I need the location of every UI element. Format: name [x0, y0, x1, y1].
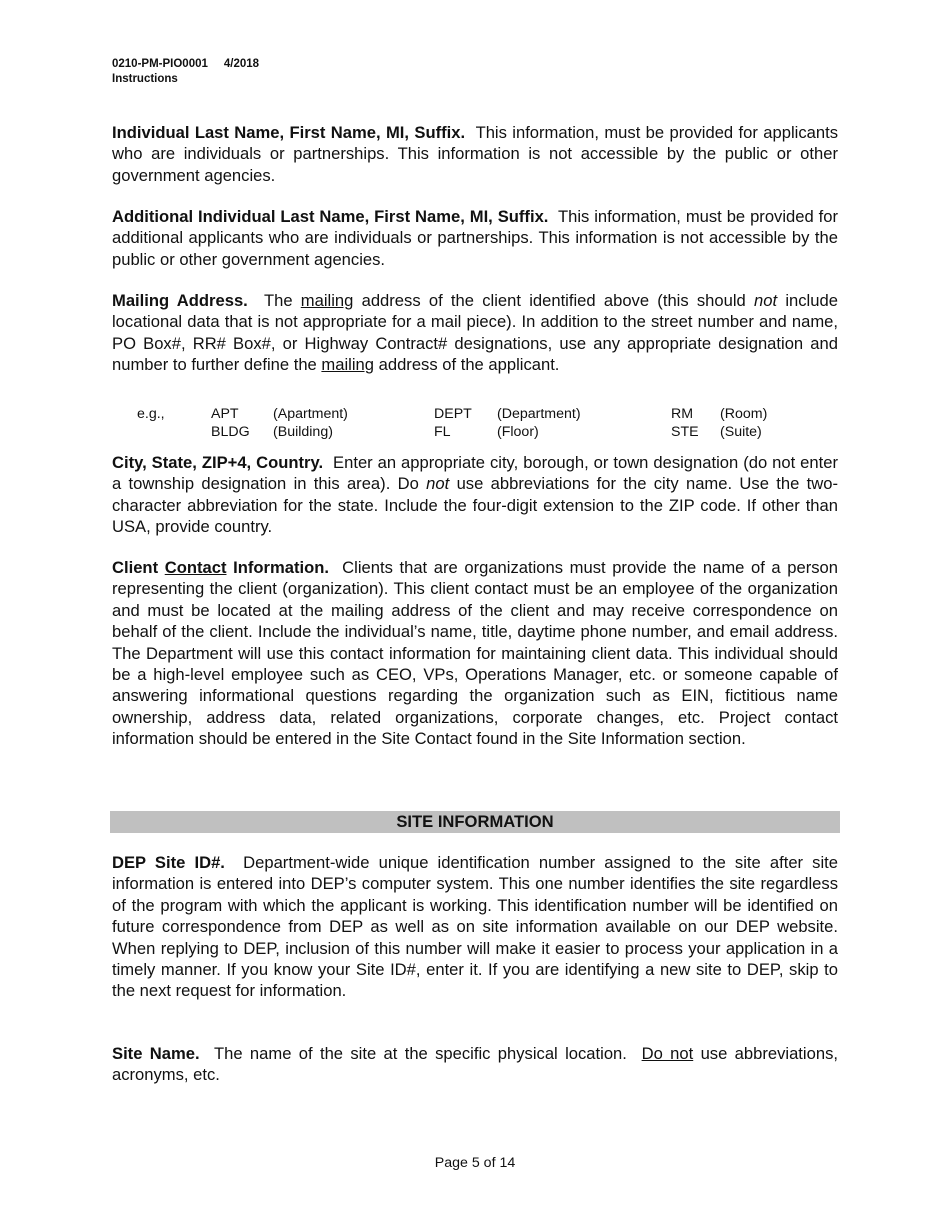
example-abbr: BLDG: [211, 424, 250, 440]
term-label: Site Name.: [112, 1044, 200, 1063]
paragraph-city-state-zip: [112, 452, 838, 538]
paragraph-text: address of the applicant.: [378, 355, 560, 375]
term-label: Individual Last Name, First Name, MI, Suffix.: [112, 123, 466, 142]
paragraph-text: use abbreviations, acronyms, etc.: [112, 1044, 838, 1085]
term-label: City, State, ZIP+4, Country.: [112, 453, 324, 472]
example-desc: (Floor): [497, 424, 539, 440]
paragraph-text: address of the client identified above (this should: [361, 291, 746, 310]
paragraph-text: Clients that are organizations must provide the name of a person representing the client (organization). This client contact must be an employee of the organization and must be located at the mailing address of the client and may receive correspondence on behalf of the client. Include the individual’s name, title, daytime phone number, and email address. The Department will use this contact information for maintaining client data. This individual should be a high-level employee such as CEO, VPs, Operations Manager, etc. or someone capable of answering informational questions regarding the organization such as EIN, fictitious name ownership, address data, related organizations, corporate changes, etc. Project contact information should be entered in the Site Contact found in the Site Information section.: [112, 558, 838, 749]
emphasis-word: not: [754, 291, 778, 310]
paragraph-additional-name: [112, 206, 838, 270]
paragraph-text: Enter an appropriate city, borough, or town designation (do not enter a township designation in this area). Do: [112, 453, 838, 494]
paragraph-text: Department-wide unique identification number assigned to the site after site information is entered into DEP’s computer system. This one number identifies the site regardless of the program with which the applicant is working. This identification number will be identified on future correspondence from DEP as well as on site information available on our DEP website. When replying to DEP, inclusion of this number will make it easier to process your application in a timely manner. If you know your Site ID#, enter it. If you are identifying a new site to DEP, skip to the next request for information.: [112, 853, 838, 1001]
address-abbreviation-examples: [112, 405, 838, 445]
paragraph-text: This information, must be provided for additional applicants who are individuals or partnerships. This information is not accessible by the public or other government agencies.: [112, 207, 839, 269]
paragraph-text: include locational data that is not appropriate for a mail piece). In addition to the street number and name, PO Box#, RR# Box#, or Highway Contract# designations, use any appropriate designation and number to further define the: [112, 291, 838, 375]
example-abbr: APT: [211, 406, 239, 422]
label-part: Information.: [233, 558, 329, 577]
paragraph-dep-site-id: [112, 852, 838, 1002]
paragraph-text: The: [263, 291, 293, 310]
underlined-word: mailing: [300, 291, 354, 310]
example-abbr: RM: [671, 406, 694, 422]
underlined-word: mailing: [321, 355, 374, 375]
paragraph-client-contact: [112, 557, 838, 750]
emphasis-word: not: [426, 474, 450, 494]
doc-id: 0210-PM-PIO0001: [112, 58, 208, 70]
example-desc: (Building): [273, 424, 333, 440]
example-abbr: FL: [434, 424, 451, 440]
paragraph-text: This information, must be provided for applicants who are individuals or partnerships. This information is not accessible by the public or other government agencies.: [112, 123, 838, 185]
label-part: Client: [112, 558, 159, 577]
paragraph-text: use abbreviations for the city name. Use the two-character abbreviation for the state. Include the four-digit extension to the ZIP code. If other than USA, provide country.: [112, 474, 838, 537]
term-label: Mailing Address.: [112, 291, 248, 310]
paragraph-mailing-address: [112, 290, 838, 376]
example-desc: (Suite): [720, 424, 762, 440]
term-label: DEP Site ID#.: [112, 853, 225, 872]
doc-section: Instructions: [112, 73, 178, 85]
label-underlined: Contact: [164, 558, 227, 577]
underlined-word: Do not: [641, 1044, 694, 1063]
paragraph-text: The name of the site at the specific physical location.: [213, 1044, 627, 1063]
term-label: Additional Individual Last Name, First Name, MI, Suffix.: [112, 207, 549, 226]
examples-prefix: e.g.,: [137, 406, 165, 422]
document-header: [112, 57, 259, 87]
page-number: Page 5 of 14: [434, 1155, 516, 1171]
paragraph-site-name: [112, 1043, 838, 1086]
example-abbr: DEPT: [434, 406, 472, 422]
section-heading-site-information: SITE INFORMATION: [110, 811, 840, 833]
example-abbr: STE: [671, 424, 699, 440]
example-desc: (Room): [720, 406, 768, 422]
paragraph-individual-name: [112, 122, 838, 186]
doc-date: 4/2018: [223, 58, 260, 70]
example-desc: (Department): [497, 406, 581, 422]
example-desc: (Apartment): [273, 406, 348, 422]
term-label: [112, 558, 329, 577]
